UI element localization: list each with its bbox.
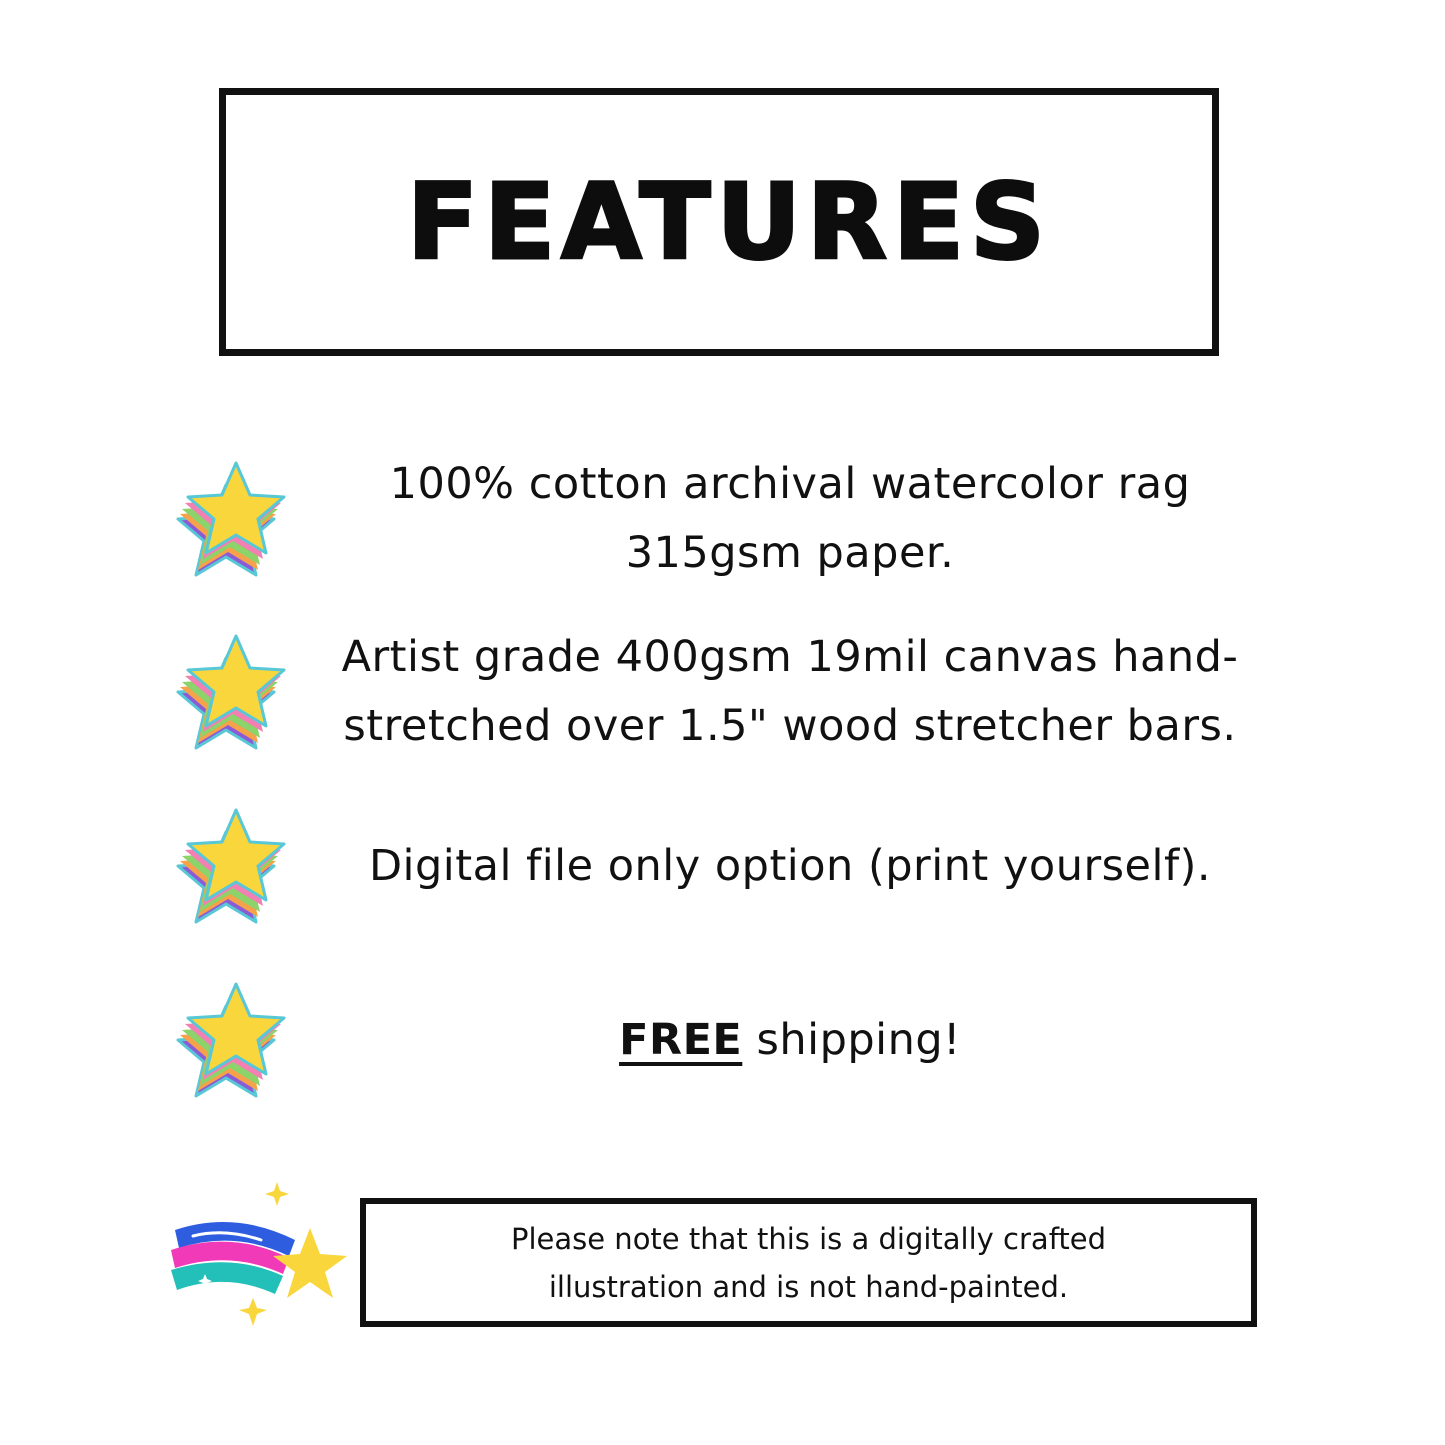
layered-star-icon — [166, 628, 296, 753]
layered-star-icon — [166, 802, 296, 927]
feature-line: 315gsm paper. — [625, 528, 955, 578]
free-emphasis: FREE — [619, 1015, 743, 1065]
feature-item-canvas — [300, 623, 1280, 761]
layered-star-icon — [166, 455, 296, 580]
feature-item-paper — [300, 450, 1280, 588]
page-title: FEATURES — [407, 161, 1051, 283]
note-box — [360, 1198, 1257, 1327]
feature-line: 100% cotton archival watercolor rag — [389, 459, 1191, 509]
note-line: Please note that this is a digitally crafted — [510, 1221, 1107, 1256]
layered-star-icon — [166, 976, 296, 1101]
title-box — [219, 88, 1219, 356]
note-line: illustration and is not hand-painted. — [548, 1269, 1069, 1304]
feature-line: stretched over 1.5" wood stretcher bars. — [343, 701, 1237, 751]
feature-item-digital — [300, 832, 1280, 901]
feature-line: Artist grade 400gsm 19mil canvas hand- — [341, 632, 1239, 682]
feature-line: Digital file only option (print yourself). — [368, 841, 1212, 891]
note-text — [449, 1215, 1169, 1311]
feature-item-shipping — [300, 1006, 1280, 1075]
feature-line — [300, 1006, 1280, 1075]
shooting-star-icon — [165, 1170, 355, 1335]
shipping-text: shipping! — [742, 1015, 961, 1065]
